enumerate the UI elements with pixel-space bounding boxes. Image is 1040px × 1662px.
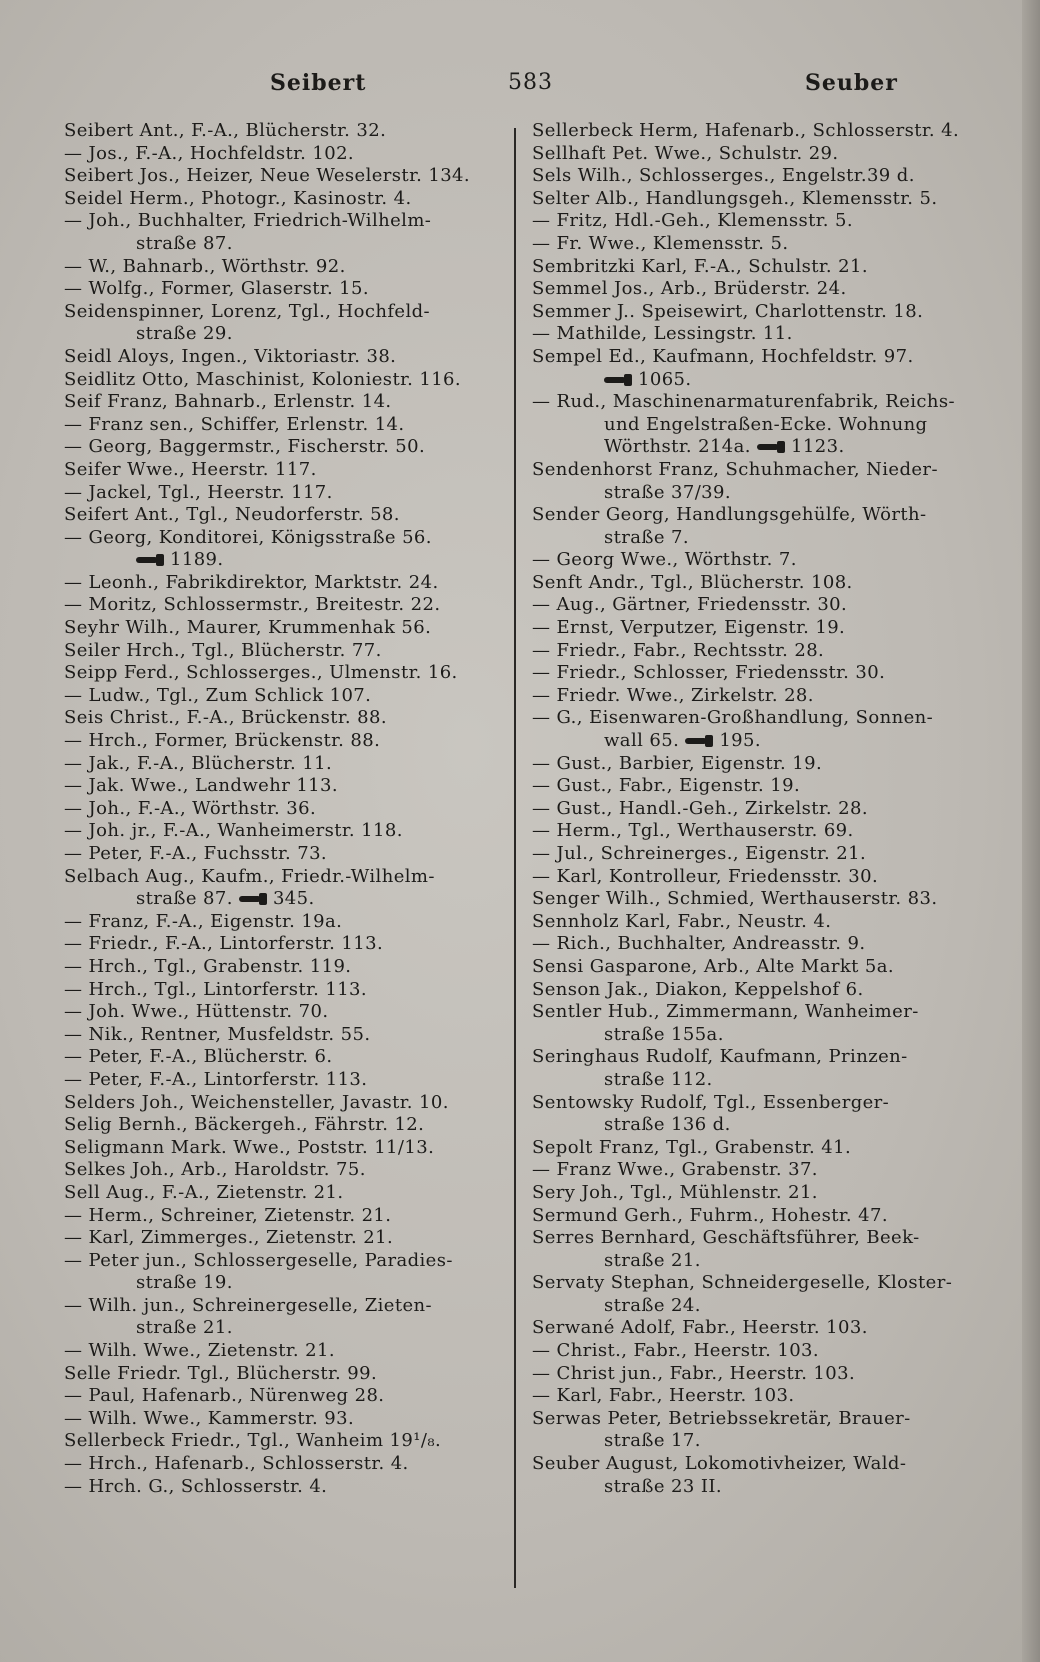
directory-entry: [532, 933, 972, 956]
entry-continuation: straße 29.: [136, 323, 233, 345]
entry-line: Seringhaus Rudolf, Kaufmann, Prinzen-: [532, 1046, 908, 1068]
entry-line: — Fr. Wwe., Klemensstr. 5.: [532, 232, 789, 254]
directory-entry: [532, 843, 972, 866]
entry-line: Senft Andr., Tgl., Blücherstr. 108.: [532, 571, 853, 593]
directory-entry: [532, 210, 972, 233]
entry-line: — Friedr., Schlosser, Friedensstr. 30.: [532, 662, 886, 684]
directory-entry: [64, 1205, 500, 1228]
entry-line: — Hrch., Tgl., Lintorferstr. 113.: [64, 978, 368, 1000]
entry-line: — Aug., Gärtner, Friedensstr. 30.: [532, 594, 848, 616]
directory-entry: [532, 323, 972, 346]
entry-line: — Georg, Konditorei, Königsstraße 56.: [64, 526, 432, 548]
directory-entry: [64, 1227, 500, 1250]
directory-entry: [64, 436, 500, 459]
entry-line: — Karl, Zimmerges., Zietenstr. 21.: [64, 1227, 394, 1249]
directory-entry: [64, 482, 500, 505]
directory-entry: [64, 707, 500, 730]
directory-entry: [64, 1385, 500, 1408]
entry-line: Sell Aug., F.-A., Zietenstr. 21.: [64, 1181, 344, 1203]
entry-line: Sellhaft Pet. Wwe., Schulstr. 29.: [532, 142, 839, 164]
entry-continuation: und Engelstraßen-Ecke. Wohnung: [604, 413, 928, 435]
entry-line: Seis Christ., F.-A., Brückenstr. 88.: [64, 707, 387, 729]
entry-continuation: straße 7.: [604, 526, 689, 548]
entry-line: — Georg Wwe., Wörthstr. 7.: [532, 549, 797, 571]
directory-entry: [64, 911, 500, 934]
directory-entry: [64, 527, 500, 572]
entry-line: — Jak. Wwe., Landwehr 113.: [64, 775, 339, 797]
entry-line: — Peter, F.-A., Fuchsstr. 73.: [64, 843, 328, 864]
directory-entry: [532, 662, 972, 685]
directory-entry: [64, 120, 500, 143]
entry-line: Sentler Hub., Zimmermann, Wanheimer-: [532, 1001, 919, 1023]
directory-entry: [532, 866, 972, 889]
entry-line: Seipp Ferd., Schlosserges., Ulmenstr. 16.: [64, 662, 458, 684]
entry-line: Seidl Aloys, Ingen., Viktoriastr. 38.: [64, 345, 397, 367]
entry-line: — Fritz, Hdl.-Geh., Klemensstr. 5.: [532, 210, 854, 232]
directory-entry: [64, 820, 500, 843]
entry-continuation: wall 65. 195.: [604, 730, 762, 752]
entry-line: — Franz sen., Schiffer, Erlenstr. 14.: [64, 413, 405, 435]
entry-continuation: 1189.: [64, 549, 500, 572]
directory-entry: [532, 120, 972, 143]
directory-entry: [532, 278, 972, 301]
entry-line: Serwané Adolf, Fabr., Heerstr. 103.: [532, 1317, 868, 1339]
directory-entry: [64, 753, 500, 776]
entry-line: — Wilh. Wwe., Kammerstr. 93.: [64, 1407, 355, 1429]
directory-entry: [64, 956, 500, 979]
entry-line: — Joh., F.-A., Wörthstr. 36.: [64, 797, 317, 819]
directory-entry: [64, 1069, 500, 1092]
entry-line: — Herm., Tgl., Werthauserstr. 69.: [532, 820, 854, 842]
entry-line: — Jul., Schreinerges., Eigenstr. 21.: [532, 843, 867, 864]
entry-line: Senger Wilh., Schmied, Werthauserstr. 83.: [532, 888, 938, 910]
directory-entry: [532, 1001, 972, 1046]
directory-entry: [532, 1092, 972, 1137]
directory-entry: [532, 1046, 972, 1091]
entry-line: — Jackel, Tgl., Heerstr. 117.: [64, 481, 333, 503]
entry-continuation: straße 155a.: [604, 1023, 724, 1045]
directory-entry: [532, 775, 972, 798]
entry-line: — Joh. jr., F.-A., Wanheimerstr. 118.: [64, 820, 403, 842]
entry-line: — Franz Wwe., Grabenstr. 37.: [532, 1159, 818, 1181]
entry-line: — Georg, Baggermstr., Fischerstr. 50.: [64, 436, 426, 458]
entry-line: — Karl, Kontrolleur, Friedensstr. 30.: [532, 865, 879, 887]
directory-entry: [64, 1092, 500, 1115]
entry-line: Sery Joh., Tgl., Mühlenstr. 21.: [532, 1181, 818, 1203]
directory-entry: [532, 301, 972, 324]
directory-entry: [64, 798, 500, 821]
entry-line: — Moritz, Schlossermstr., Breitestr. 22.: [64, 594, 441, 616]
entry-line: — W., Bahnarb., Wörthstr. 92.: [64, 255, 346, 277]
directory-entry: [64, 594, 500, 617]
entry-continuation: 1065.: [532, 369, 972, 392]
entry-line: — G., Eisenwaren-Großhandlung, Sonnen-: [532, 707, 934, 729]
entry-line: Sensi Gasparone, Arb., Alte Markt 5a.: [532, 955, 895, 977]
entry-line: — Joh., Buchhalter, Friedrich-Wilhelm-: [64, 210, 432, 232]
directory-entry: [64, 256, 500, 279]
directory-entry: [532, 1159, 972, 1182]
directory-entry: [64, 640, 500, 663]
entry-line: Seyhr Wilh., Maurer, Krummenhak 56.: [64, 617, 432, 639]
entry-line: — Joh. Wwe., Hüttenstr. 70.: [64, 1001, 329, 1023]
entry-continuation: straße 87. 345.: [136, 888, 315, 910]
right-column: [532, 120, 972, 1498]
directory-entry: [64, 346, 500, 369]
directory-entry: [532, 753, 972, 776]
entry-line: — Leonh., Fabrikdirektor, Marktstr. 24.: [64, 571, 439, 593]
directory-entry: [64, 459, 500, 482]
directory-entry: [64, 1476, 500, 1499]
directory-entry: [64, 617, 500, 640]
entry-continuation: straße 87.: [136, 232, 233, 254]
column-divider: [514, 128, 516, 1588]
entry-line: Sender Georg, Handlungsgehülfe, Wörth-: [532, 504, 927, 526]
directory-entry: [64, 391, 500, 414]
directory-entry: [532, 798, 972, 821]
entry-line: Selig Bernh., Bäckergeh., Fährstr. 12.: [64, 1114, 425, 1136]
directory-entry: [64, 504, 500, 527]
entry-continuation: straße 23 II.: [604, 1475, 722, 1497]
directory-entry: [532, 504, 972, 549]
directory-entry: [64, 572, 500, 595]
entry-line: Sepolt Franz, Tgl., Grabenstr. 41.: [532, 1136, 852, 1158]
directory-entry: [64, 1137, 500, 1160]
entry-line: — Peter, F.-A., Lintorferstr. 113.: [64, 1068, 368, 1090]
directory-entry: [64, 730, 500, 753]
directory-entry: [64, 933, 500, 956]
entry-continuation: straße 17.: [604, 1430, 701, 1452]
directory-entry: [532, 143, 972, 166]
directory-entry: [64, 775, 500, 798]
directory-entry: [64, 301, 500, 346]
directory-entry: [64, 866, 500, 911]
entry-line: — Rud., Maschinenarmaturenfabrik, Reichs-: [532, 391, 956, 413]
telephone-icon: [136, 554, 164, 566]
entry-line: — Hrch., Hafenarb., Schlosserstr. 4.: [64, 1453, 409, 1475]
directory-entry: [532, 572, 972, 595]
entry-line: Seiler Hrch., Tgl., Blücherstr. 77.: [64, 639, 382, 661]
entry-line: Seibert Jos., Heizer, Neue Weselerstr. 134.: [64, 165, 471, 187]
entry-line: Selle Friedr. Tgl., Blücherstr. 99.: [64, 1362, 378, 1384]
directory-entry: [64, 1046, 500, 1069]
directory-entry: [532, 820, 972, 843]
telephone-icon: [685, 735, 713, 747]
entry-line: — Jos., F.-A., Hochfeldstr. 102.: [64, 142, 355, 164]
entry-line: Sennholz Karl, Fabr., Neustr. 4.: [532, 910, 832, 932]
telephone-icon: [757, 441, 785, 453]
entry-continuation: straße 112.: [604, 1068, 713, 1090]
entry-line: — Hrch., Tgl., Grabenstr. 119.: [64, 955, 352, 977]
entry-line: Sermund Gerh., Fuhrm., Hohestr. 47.: [532, 1204, 888, 1226]
directory-entry: [64, 369, 500, 392]
entry-line: — Mathilde, Lessingstr. 11.: [532, 323, 793, 345]
entry-line: Serres Bernhard, Geschäftsführer, Beek-: [532, 1227, 920, 1249]
entry-line: Seibert Ant., F.-A., Blücherstr. 32.: [64, 120, 387, 141]
entry-line: — Peter jun., Schlossergeselle, Paradies-: [64, 1249, 453, 1271]
directory-entry: [64, 1430, 500, 1453]
directory-entry: [532, 1317, 972, 1340]
entry-line: — Peter, F.-A., Blücherstr. 6.: [64, 1046, 333, 1068]
directory-entry: [64, 1295, 500, 1340]
directory-entry: [64, 1408, 500, 1431]
entry-line: Sendenhorst Franz, Schuhmacher, Nieder-: [532, 458, 938, 480]
directory-entry: [64, 979, 500, 1002]
page-edge-shadow: [1022, 0, 1040, 1662]
entry-line: — Gust., Fabr., Eigenstr. 19.: [532, 775, 801, 797]
telephone-icon: [604, 374, 632, 386]
entry-line: Seif Franz, Bahnarb., Erlenstr. 14.: [64, 391, 392, 413]
entry-line: Seifer Wwe., Heerstr. 117.: [64, 458, 317, 480]
entry-line: Semmer J.. Speisewirt, Charlottenstr. 18.: [532, 300, 924, 322]
directory-entry: [64, 662, 500, 685]
directory-entry: [64, 1453, 500, 1476]
entry-line: Seuber August, Lokomotivheizer, Wald-: [532, 1453, 907, 1475]
entry-line: Senson Jak., Diakon, Keppelshof 6.: [532, 978, 864, 1000]
entry-continuation: straße 37/39.: [604, 481, 731, 503]
directory-entry: [64, 843, 500, 866]
entry-line: — Jak., F.-A., Blücherstr. 11.: [64, 752, 333, 774]
entry-line: — Herm., Schreiner, Zietenstr. 21.: [64, 1204, 392, 1226]
entry-line: — Christ., Fabr., Heerstr. 103.: [532, 1340, 820, 1362]
entry-line: Servaty Stephan, Schneidergeselle, Kloster-: [532, 1272, 953, 1294]
directory-entry: [64, 188, 500, 211]
directory-entry: [64, 165, 500, 188]
entry-line: — Karl, Fabr., Heerstr. 103.: [532, 1385, 795, 1407]
directory-entry: [532, 1453, 972, 1498]
directory-entry: [532, 391, 972, 459]
telephone-icon: [239, 893, 267, 905]
entry-line: — Hrch. G., Schlosserstr. 4.: [64, 1475, 328, 1497]
entry-continuation: straße 21.: [136, 1317, 233, 1339]
directory-entry: [532, 685, 972, 708]
directory-entry: [532, 1205, 972, 1228]
directory-entry: [64, 1159, 500, 1182]
entry-line: — Friedr., Fabr., Rechtsstr. 28.: [532, 639, 825, 661]
entry-line: Sempel Ed., Kaufmann, Hochfeldstr. 97.: [532, 345, 914, 367]
directory-entry: [64, 1250, 500, 1295]
entry-line: Seidel Herm., Photogr., Kasinostr. 4.: [64, 187, 412, 209]
entry-line: — Paul, Hafenarb., Nürenweg 28.: [64, 1385, 385, 1407]
entry-line: Seifert Ant., Tgl., Neudorferstr. 58.: [64, 504, 400, 526]
directory-entry: [64, 1001, 500, 1024]
directory-entry: [532, 911, 972, 934]
directory-entry: [64, 1363, 500, 1386]
entry-line: Selbach Aug., Kaufm., Friedr.-Wilhelm-: [64, 865, 435, 887]
directory-entry: [532, 233, 972, 256]
entry-line: Sembritzki Karl, F.-A., Schulstr. 21.: [532, 255, 868, 277]
entry-continuation: straße 21.: [604, 1249, 701, 1271]
page-number: 583: [508, 70, 553, 95]
directory-entry: [532, 888, 972, 911]
entry-line: Seidenspinner, Lorenz, Tgl., Hochfeld-: [64, 300, 431, 322]
entry-line: — Wilh. jun., Schreinergeselle, Zieten-: [64, 1294, 433, 1316]
directory-entry: [532, 1385, 972, 1408]
directory-entry: [532, 1137, 972, 1160]
entry-line: Sels Wilh., Schlosserges., Engelstr.39 d.: [532, 165, 915, 187]
directory-entry: [532, 165, 972, 188]
entry-line: Sentowsky Rudolf, Tgl., Essenberger-: [532, 1091, 890, 1113]
directory-entry: [532, 1340, 972, 1363]
running-head-right: Seuber: [805, 70, 898, 96]
entry-line: — Gust., Barbier, Eigenstr. 19.: [532, 752, 823, 774]
entry-line: Selkes Joh., Arb., Haroldstr. 75.: [64, 1159, 366, 1181]
directory-entry: [532, 1408, 972, 1453]
entry-line: — Christ jun., Fabr., Heerstr. 103.: [532, 1362, 856, 1384]
entry-line: Selders Joh., Weichensteller, Javastr. 10.: [64, 1091, 449, 1113]
directory-entry: [532, 979, 972, 1002]
directory-entry: [64, 1182, 500, 1205]
entry-continuation: straße 24.: [604, 1294, 701, 1316]
running-head-left: Seibert: [270, 70, 367, 96]
directory-entry: [532, 594, 972, 617]
directory-entry: [532, 1182, 972, 1205]
directory-entry: [532, 1363, 972, 1386]
entry-line: Sellerbeck Herm, Hafenarb., Schlosserstr. 4.: [532, 120, 960, 141]
entry-line: Serwas Peter, Betriebssekretär, Brauer-: [532, 1407, 911, 1429]
entry-line: — Ernst, Verputzer, Eigenstr. 19.: [532, 617, 846, 639]
entry-continuation: straße 19.: [136, 1272, 233, 1294]
directory-entry: [532, 549, 972, 572]
directory-entry: [64, 278, 500, 301]
left-column: [64, 120, 500, 1498]
directory-entry: [64, 685, 500, 708]
entry-line: — Ludw., Tgl., Zum Schlick 107.: [64, 684, 372, 706]
directory-entry: [532, 640, 972, 663]
directory-entry: [532, 1227, 972, 1272]
entry-line: — Nik., Rentner, Musfeldstr. 55.: [64, 1023, 371, 1045]
directory-entry: [64, 143, 500, 166]
entry-line: Seidlitz Otto, Maschinist, Koloniestr. 116.: [64, 368, 462, 390]
directory-entry: [64, 210, 500, 255]
entry-line: — Franz, F.-A., Eigenstr. 19a.: [64, 910, 343, 932]
entry-continuation: straße 136 d.: [604, 1114, 731, 1136]
directory-entry: [532, 256, 972, 279]
directory-entry: [532, 346, 972, 391]
directory-entry: [532, 188, 972, 211]
directory-entry: [64, 414, 500, 437]
entry-line: — Friedr. Wwe., Zirkelstr. 28.: [532, 684, 814, 706]
entry-line: — Rich., Buchhalter, Andreasstr. 9.: [532, 933, 866, 955]
directory-entry: [64, 1340, 500, 1363]
entry-line: — Wolfg., Former, Glaserstr. 15.: [64, 278, 370, 300]
entry-line: — Friedr., F.-A., Lintorferstr. 113.: [64, 933, 384, 955]
directory-entry: [532, 617, 972, 640]
entry-line: Semmel Jos., Arb., Brüderstr. 24.: [532, 278, 847, 300]
directory-entry: [532, 459, 972, 504]
entry-continuation: Wörthstr. 214a. 1123.: [604, 436, 845, 458]
entry-line: — Wilh. Wwe., Zietenstr. 21.: [64, 1340, 335, 1362]
directory-entry: [532, 707, 972, 752]
directory-entry: [532, 1272, 972, 1317]
entry-line: Selter Alb., Handlungsgeh., Klemensstr. 5.: [532, 187, 938, 209]
directory-entry: [64, 1024, 500, 1047]
entry-line: — Hrch., Former, Brückenstr. 88.: [64, 730, 381, 752]
directory-entry: [532, 956, 972, 979]
entry-line: — Gust., Handl.-Geh., Zirkelstr. 28.: [532, 797, 868, 819]
directory-entry: [64, 1114, 500, 1137]
entry-line: Sellerbeck Friedr., Tgl., Wanheim 19¹/₈.: [64, 1430, 442, 1452]
entry-line: Seligmann Mark. Wwe., Poststr. 11/13.: [64, 1136, 435, 1158]
